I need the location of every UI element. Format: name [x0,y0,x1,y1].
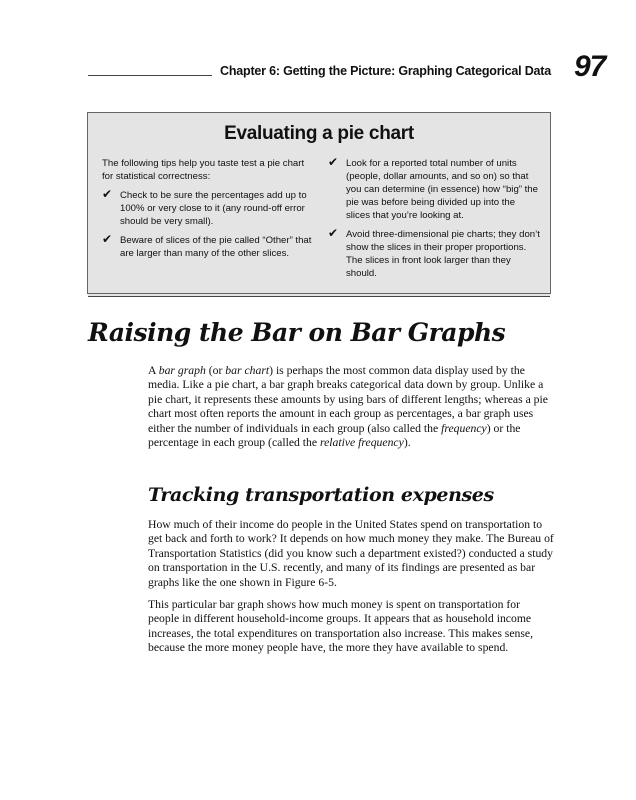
italic-term: bar graph [158,364,206,377]
page-number: 97 [574,50,606,83]
check-icon: ✔ [328,155,339,169]
italic-term: bar chart [225,364,270,377]
sidebar-tip [102,189,314,228]
sidebar-tip-text: Beware of slices of the pie called “Other” that are larger than many of the other slices. [120,235,312,259]
bar-graph-paragraph [148,364,554,450]
text-run: ) is perhaps the most common data display used by the media. Like a pie chart, a bar graph breaks categorical data down by group. Unlike a pie chart, it represents these amounts by using bars of different lengths; whereas a pie chart most often reports the amount in each group as percentages, a bar graph uses either the number of individuals in each group (also called the [148,364,548,435]
sidebar-box [87,112,551,294]
italic-term: frequency [441,421,487,435]
text-run: ) or the percentage in each group (called the [148,421,521,450]
section-title: Raising the Bar on Bar Graphs [88,318,506,347]
chapter-title: Chapter 6: Getting the Picture: Graphing Categorical Data [220,64,552,78]
sidebar-tip-text: Avoid three-dimensional pie charts; they don’t show the slices in their proper proportions. The slices in front look larger than they should. [346,229,540,279]
sidebar-intro: The following tips help you taste test a pie chart for statistical correctness: [102,158,305,182]
sidebar-title: Evaluating a pie chart [224,123,414,144]
sidebar-tip [102,234,314,260]
text-run: (or [205,364,226,377]
italic-term: relative frequency [319,436,404,450]
transportation-paragraph-2: This particular bar graph shows how much money is spent on transportation for people in different household-income groups. It appears that as household income increases, the total expenditures on transportation also increase. This makes sense, because the more money people have, the more they have available to spend. [148,598,534,655]
check-icon: ✔ [102,187,113,201]
sidebar-tip-text: Check to be sure the percentages add up to 100% or very close to it (any round-off error should be very small). [120,190,307,227]
sidebar-left-column [102,157,314,266]
sidebar-tip-text: Look for a reported total number of units (people, dollar amounts, and so on) so that you can determine (in essence) how “big” the pie was before being divided up into the slices that you’re looking at. [346,158,538,221]
text-run: ). [403,436,411,450]
subsection-title: Tracking transportation expenses [148,484,494,506]
check-icon: ✔ [102,232,113,246]
sidebar-tip [328,228,540,280]
text-run: A [148,364,159,377]
header-rule [88,75,212,76]
sidebar-tip [328,157,540,222]
check-icon: ✔ [328,226,339,240]
sidebar-tip-list-right [328,157,540,280]
transportation-paragraph-1: How much of their income do people in the United States spend on transportation to get back and forth to work? It depends on how much money they make. The Bureau of Transportation Statistics (did you know such a department existed?) conducted a study on transportation in the U.S. recently, and many of its findings are presented as bar graphs like the one shown in Figure 6-5. [148,518,554,589]
sidebar-tip-list-left [102,189,314,260]
sidebar-right-column [328,157,540,286]
